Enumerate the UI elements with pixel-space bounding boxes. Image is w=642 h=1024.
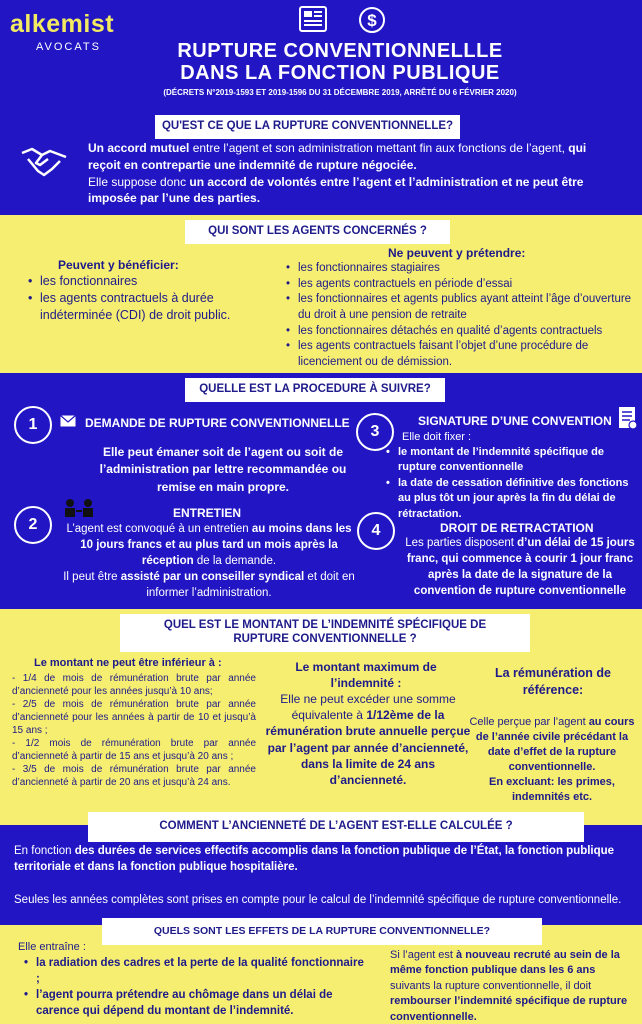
step-2-title: ENTRETIEN <box>173 506 242 520</box>
page-title <box>130 40 550 84</box>
section-amount-title-2: RUPTURE CONVENTIONNELLE ? <box>233 632 417 645</box>
newspaper-icon <box>299 6 327 37</box>
cannot-item: • les fonctionnaires stagiaires <box>286 261 638 277</box>
step-3-title: SIGNATURE D’UNE CONVENTION <box>418 414 612 428</box>
effects-r-a: Si l’agent est <box>390 949 457 961</box>
step-1-number: 1 <box>14 406 52 444</box>
max-text-b: 1/12ème de la rémunération brute annuelle perçue par l’agent par année d’ancienneté, dans la limite de 24 ans d’ancienneté. <box>265 708 471 787</box>
min-item: - 1/4 de mois de rémunération brute par année d’ancienneté pour les années jusqu’à 10 ans; <box>12 673 256 697</box>
step-2-text <box>60 521 358 601</box>
page-title-line-1: RUPTURE CONVENTIONNELLLE <box>177 40 503 62</box>
definition-text <box>88 140 588 207</box>
seniority-1a: En fonction <box>14 845 75 857</box>
section-agents-title: QUI SONT LES AGENTS CONCERNÉS ? <box>185 220 450 244</box>
step-4-text <box>402 535 638 599</box>
seniority-text-2: Seules les années complètes sont prises en compte pour le calcul de l’indemnité spécifique de rupture conventionnelle. <box>14 894 622 906</box>
can-item: • les fonctionnaires <box>28 273 238 290</box>
ref-text <box>464 715 640 805</box>
can-title: Peuvent y bénéficier: <box>58 258 179 272</box>
dollar-icon <box>358 6 386 39</box>
definition-text-c: qui reçoit en contrepartie une indemnité de rupture négociée. <box>88 141 587 172</box>
step-2-t2b: assisté par un conseiller syndical <box>120 571 305 584</box>
effects-list <box>24 956 370 1019</box>
step-4-t1b: d’un délai de 15 jours franc, qui commence à courir 1 jour franc après la date de la signature de la convention de rupture conventionnelle <box>406 537 635 598</box>
ref-text-c: En excluant: les primes, indemnités etc. <box>489 775 615 803</box>
section-definition-title: QU'EST CE QUE LA RUPTURE CONVENTIONNELLE? <box>155 115 460 139</box>
definition-text-a: entre l’agent et son administration mettant fin aux fonctions de l’agent, <box>189 141 569 155</box>
step-2-number: 2 <box>14 506 52 544</box>
effects-item: • la radiation des cadres et la perte de la qualité fonctionnaire ; <box>24 956 370 988</box>
document-icon <box>618 406 638 435</box>
cannot-item: • les agents contractuels faisant l’objet d’une procédure de licenciement ou de démission. <box>286 339 638 370</box>
logo-sub: AVOCATS <box>36 41 101 53</box>
can-item: • les agents contractuels à durée indéterminée (CDI) de droit public. <box>28 290 238 324</box>
section-amount-title-1: QUEL EST LE MONTANT DE L’INDEMNITÉ SPÉCIFIQUE DE <box>163 619 487 631</box>
effects-r-c: suivants la rupture conventionnelle, il doit <box>390 979 592 992</box>
cannot-title: Ne peuvent y prétendre: <box>388 246 526 260</box>
max-text-a: Elle ne peut excéder une somme équivalente à <box>280 692 456 723</box>
page-title-line-2: DANS LA FONCTION PUBLIQUE <box>180 62 500 84</box>
cannot-list <box>286 261 638 370</box>
logo-name: alkemist <box>10 10 115 38</box>
step-3-number: 3 <box>356 413 394 451</box>
min-list <box>12 672 256 789</box>
step-4-number: 4 <box>357 512 395 550</box>
ref-text-a: Celle perçue par l’agent <box>469 716 589 728</box>
step-2-t1b: au moins dans les 10 jours francs et au plus tard un mois après la réception <box>80 523 352 568</box>
step-3-item: • le montant de l’indemnité spécifique de rupture conventionnelle <box>386 445 640 476</box>
seniority-1b: des durées de services effectifs accomplis dans la fonction publique de l’État, la fonction publique territoriale et dans la fonction publique hospitalière. <box>14 845 615 874</box>
definition-text-2a: Elle suppose donc <box>88 174 190 189</box>
cannot-item: • les agents contractuels en période d’essai <box>286 277 638 293</box>
cannot-item: • les fonctionnaires et agents publics ayant atteint l’âge d’ouverture du droit à une pension de retraite <box>286 292 638 323</box>
section-amount-title <box>120 614 530 652</box>
can-list <box>28 273 238 324</box>
step-3-item: • la date de cessation définitive des fonctions au plus tôt un jour après la fin du délai de rétractation. <box>386 476 640 522</box>
step-2-t1c: de la demande. <box>193 555 277 568</box>
min-item: - 1/2 mois de rémunération brute par année d’ancienneté à partir de 15 ans et jusqu’à 20 ans ; <box>12 738 256 762</box>
effects-right <box>390 948 636 1024</box>
effects-r-b: à nouveau recruté au sein de la même fonction publique dans les 6 ans <box>390 949 620 977</box>
definition-text-2b: un accord de volontés entre l’agent et l’administration et ne peut être imposée par l’une des parties. <box>88 174 584 206</box>
ref-text-b: au cours de l’année civile précédant la date d’effet de la rupture conventionnelle. <box>475 716 635 773</box>
people-icon <box>63 498 95 523</box>
effects-r-d: rembourser l’indemnité spécifique de rupture conventionnelle. <box>390 995 628 1023</box>
step-1-title: DEMANDE DE RUPTURE CONVENTIONNELLE <box>85 416 350 430</box>
cannot-item: • les fonctionnaires détachés en qualité d’agents contractuels <box>286 324 638 340</box>
step-4-title: DROIT DE RETRACTATION <box>440 521 594 535</box>
section-effects-title: QUELS SONT LES EFFETS DE LA RUPTURE CONVENTIONNELLE? <box>102 918 542 945</box>
effects-intro: Elle entraîne : <box>18 941 86 953</box>
step-1-text: Elle peut émaner soit de l’agent ou soit de l’administration par lettre recommandée ou remise en main propre. <box>99 445 347 494</box>
svg-text:$: $ <box>367 11 377 30</box>
ref-title: La rémunération de référence: <box>495 666 611 697</box>
page-subtitle: (DÉCRETS N°2019-1593 ET 2019-1596 DU 31 DÉCEMBRE 2019, ARRÊTÉ DU 6 FÉVRIER 2020) <box>163 88 517 97</box>
seniority-text-1 <box>14 843 630 875</box>
step-3-list <box>386 445 640 522</box>
step-2-t2c: et doit en informer l’administration. <box>146 571 355 600</box>
step-4-t1: Les parties disposent <box>405 537 518 549</box>
effects-item: • l’agent pourra prétendre au chômage dans un délai de carence qui dépend du montant de l’indemnité. <box>24 988 370 1020</box>
min-title: Le montant ne peut être inférieur à : <box>34 657 222 669</box>
step-2-t2: Il peut être <box>63 571 121 584</box>
min-item: - 2/5 de mois de rémunération brute par année d’ancienneté pour les années à partir de 10 et jusqu’à 15 ans ; <box>12 699 256 736</box>
definition-bold: Un accord mutuel <box>88 141 190 155</box>
section-procedure-title: QUELLE EST LA PROCEDURE À SUIVRE? <box>185 378 445 402</box>
max-title: Le montant maximum de l’indemnité : <box>295 660 437 690</box>
step-2-t1: L’agent est convoqué à un entretien <box>66 523 252 535</box>
envelope-icon <box>60 414 76 432</box>
step-3-intro: Elle doit fixer : <box>402 431 472 443</box>
max-text <box>262 691 474 788</box>
section-seniority-title: COMMENT L’ANCIENNETÉ DE L’AGENT EST-ELLE CALCULÉE ? <box>88 812 584 842</box>
min-item: - 3/5 de mois de rémunération brute par année d’ancienneté à partir de 20 ans et jusqu’à 24 ans. <box>12 764 256 788</box>
logo <box>10 12 130 53</box>
handshake-icon <box>20 145 68 184</box>
